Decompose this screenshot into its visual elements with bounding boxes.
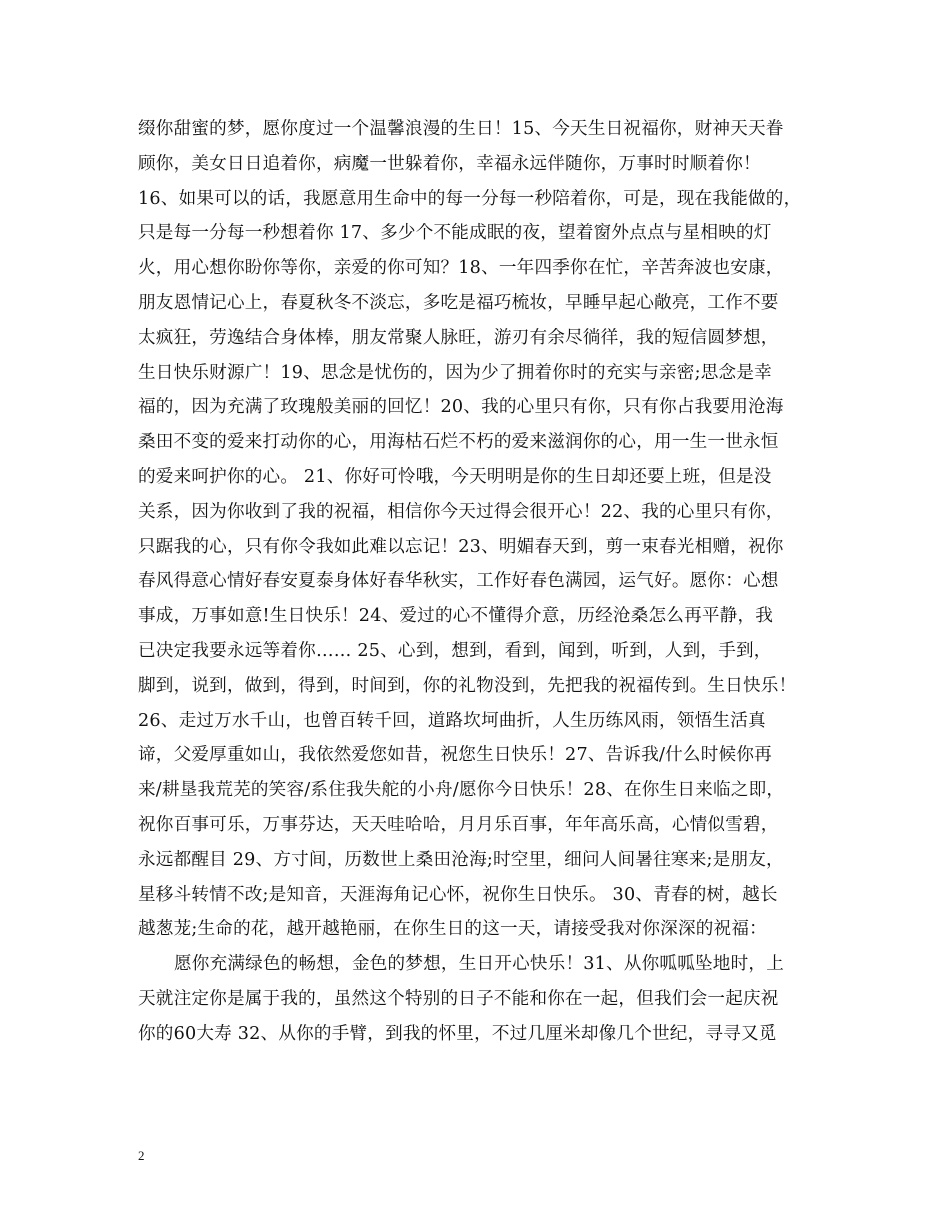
text-line: 越葱茏;生命的花，越开越艳丽，在你生日的这一天，请接受我对你深深的祝福： — [138, 919, 767, 940]
text-line: 桑田不变的爱来打动你的心，用海枯石烂不朽的爱来滋润你的心，用一生一世永恒 — [138, 432, 779, 453]
text-line: 脚到，说到，做到，得到，时间到，你的礼物没到，先把我的祝福传到。生日快乐！ — [138, 675, 797, 696]
text-line: 16、如果可以的话，我愿意用生命中的每一分每一秒陪着你，可是，现在我能做的， — [138, 188, 802, 209]
paragraph-start-line: 愿你充满绿色的畅想，金色的梦想，生日开心快乐！31、从你呱呱坠地时，上 — [174, 954, 784, 975]
text-line: 太疯狂，劳逸结合身体棒，朋友常聚人脉旺，游刃有余尽徜徉，我的短信圆梦想， — [138, 327, 779, 348]
text-line: 朋友恩情记心上，春夏秋冬不淡忘，多吃是福巧梳妆，早睡早起心敞亮，工作不要 — [138, 292, 779, 313]
text-line: 你的60大寿 32、从你的手臂，到我的怀里，不过几厘米却像几个世纪，寻寻又觅 — [138, 1023, 777, 1044]
text-line: 火，用心想你盼你等你，亲爱的你可知？18、一年四季你在忙，辛苦奔波也安康， — [138, 258, 784, 279]
text-line: 星移斗转情不改;是知音，天涯海角记心怀，祝你生日快乐。 30、青春的树，越长 — [138, 884, 778, 905]
text-line: 永远都醒目 29、方寸间，历数世上桑田沧海;时空里，细问人间暑往寒来;是朋友， — [138, 849, 784, 870]
text-line: 关系，因为你收到了我的祝福，相信你今天过得会很开心！22、我的心里只有你， — [138, 501, 784, 522]
text-line: 谛，父爱厚重如山，我依然爱您如昔，祝您生日快乐！27、告诉我/什么时候你再 — [138, 745, 772, 766]
text-line: 只是每一分每一秒想着你 17、多少个不能成眠的夜，望着窗外点点与星相映的灯 — [138, 223, 772, 244]
text-line: 事成，万事如意!生日快乐！24、爱过的心不懂得介意，历经沧桑怎么再平静，我 — [138, 606, 774, 627]
text-line: 的爱来呵护你的心。 21、你好可怜哦，今天明明是你的生日却还要上班，但是没 — [138, 466, 772, 487]
body-text — [138, 112, 828, 1052]
text-line: 顾你，美女日日追着你，病魔一世躲着你，幸福永远伴随你，万事时时顺着你！ — [138, 153, 761, 174]
text-line: 来/耕垦我荒芜的笑容/系住我失舵的小舟/愿你今日快乐！28、在你生日来临之即， — [138, 780, 785, 801]
text-line: 只踞我的心，只有你令我如此难以忘记！23、明媚春天到，剪一束春光相赠，祝你 — [138, 536, 784, 557]
text-line: 福的，因为充满了玫瑰般美丽的回忆！20、我的心里只有你，只有你占我要用沧海 — [138, 397, 784, 418]
text-line: 缀你甜蜜的梦，愿你度过一个温馨浪漫的生日！15、今天生日祝福你，财神天天眷 — [138, 119, 784, 139]
text-line: 春风得意心情好春安夏泰身体好春华秋实，工作好春色满园，运气好。愿你：心想 — [138, 571, 779, 592]
page-number: 2 — [138, 1148, 145, 1163]
text-line: 26、走过万水千山，也曾百转千回，道路坎坷曲折，人生历练风雨，领悟生活真 — [138, 710, 766, 731]
text-line: 天就注定你是属于我的，虽然这个特别的日子不能和你在一起，但我们会一起庆祝 — [138, 988, 779, 1009]
text-line: 生日快乐财源广！19、思念是忧伤的，因为少了拥着你时的充实与亲密;思念是幸 — [138, 362, 772, 383]
text-line: 祝你百事可乐，万事芬达，天天哇哈哈，月月乐百事，年年高乐高，心情似雪碧， — [138, 814, 779, 835]
text-line: 已决定我要永远等着你…… 25、心到，想到，看到，闻到，听到，人到，手到， — [138, 640, 772, 661]
